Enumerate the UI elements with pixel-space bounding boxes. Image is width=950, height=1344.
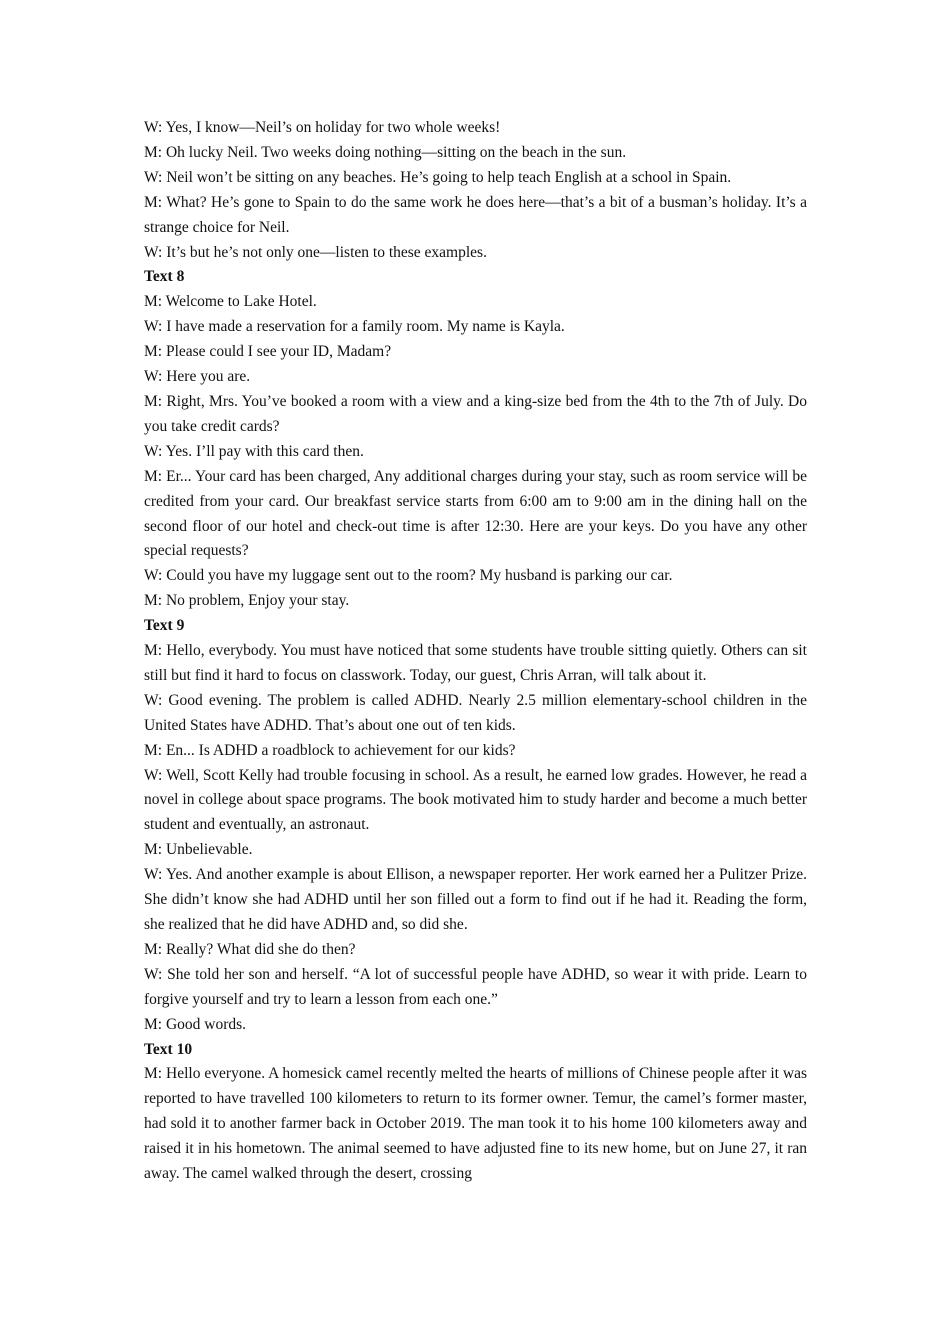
dialogue-line: W: Well, Scott Kelly had trouble focusing in school. As a result, he earned low grades. However, he read a novel in college about space programs. The book motivated him to study harder and become a much better student and eventually, an astronaut. xyxy=(144,766,807,834)
dialogue-line: W: Yes. And another example is about Ellison, a newspaper reporter. Her work earned her a Pulitzer Prize. She didn’t know she had ADHD until her son filled out a form to find out if he had it. Reading the form, she realized that he did have ADHD and, so did she. xyxy=(144,866,807,933)
dialogue-line: W: She told her son and herself. “A lot of successful people have ADHD, so wear it with pride. Learn to forgive yourself and try to learn a lesson from each one.” xyxy=(144,965,807,1008)
transcript-document xyxy=(144,116,807,1187)
dialogue-line: W: I have made a reservation for a family room. My name is Kayla. xyxy=(144,318,565,336)
dialogue-line: M: Really? What did she do then? xyxy=(144,940,356,958)
dialogue-line: M: Good words. xyxy=(144,1015,247,1033)
dialogue-line: W: Could you have my luggage sent out to the room? My husband is parking our car. xyxy=(144,567,673,585)
dialogue-line: M: Oh lucky Neil. Two weeks doing nothing—sitting on the beach in the sun. xyxy=(144,143,627,161)
dialogue-line: M: Welcome to Lake Hotel. xyxy=(144,293,317,311)
section-heading: Text 10 xyxy=(144,1040,193,1058)
section-heading: Text 8 xyxy=(144,268,185,286)
dialogue-line: M: Right, Mrs. You’ve booked a room with a view and a king-size bed from the 4th to the 7th of July. Do you take credit cards? xyxy=(144,392,807,435)
dialogue-line: W: It’s but he’s not only one—listen to these examples. xyxy=(144,243,487,261)
section-heading: Text 9 xyxy=(144,617,185,635)
dialogue-line: M: No problem, Enjoy your stay. xyxy=(144,592,350,610)
dialogue-line: M: What? He’s gone to Spain to do the same work he does here—that’s a bit of a busman’s holiday. It’s a strange choice for Neil. xyxy=(144,193,807,236)
dialogue-line: W: Yes. I’ll pay with this card then. xyxy=(144,442,364,460)
dialogue-line: W: Yes, I know—Neil’s on holiday for two whole weeks! xyxy=(144,119,501,136)
dialogue-line: M: En... Is ADHD a roadblock to achievement for our kids? xyxy=(144,741,516,759)
dialogue-line: W: Good evening. The problem is called ADHD. Nearly 2.5 million elementary-school children in the United States have ADHD. That’s about one out of ten kids. xyxy=(144,691,807,734)
dialogue-line: M: Unbelievable. xyxy=(144,841,253,859)
dialogue-line: M: Er... Your card has been charged, Any additional charges during your stay, such as room service will be credited from your card. Our breakfast service starts from 6:00 am to 9:00 am in the dining hall on the second floor of our hotel and check-out time is after 12:30. Here are your keys. Do you have any other special requests? xyxy=(144,467,807,560)
dialogue-line: W: Here you are. xyxy=(144,368,251,386)
dialogue-line: M: Hello everyone. A homesick camel recently melted the hearts of millions of Chinese people after it was reported to have travelled 100 kilometers to return to its former owner. Temur, the camel’s former master, had sold it to another farmer back in October 2019. The man took it to his home 100 kilometers away and raised it in his hometown. The animal seemed to have adjusted fine to its new home, but on June 27, it ran away. The camel walked through the desert, crossing xyxy=(144,1065,807,1183)
dialogue-line: M: Hello, everybody. You must have noticed that some students have trouble sitting quietly. Others can sit still but find it hard to focus on classwork. Today, our guest, Chris Arran, will talk about it. xyxy=(144,642,807,684)
dialogue-line: M: Please could I see your ID, Madam? xyxy=(144,343,392,361)
dialogue-line: W: Neil won’t be sitting on any beaches. He’s going to help teach English at a school in Spain. xyxy=(144,168,732,186)
